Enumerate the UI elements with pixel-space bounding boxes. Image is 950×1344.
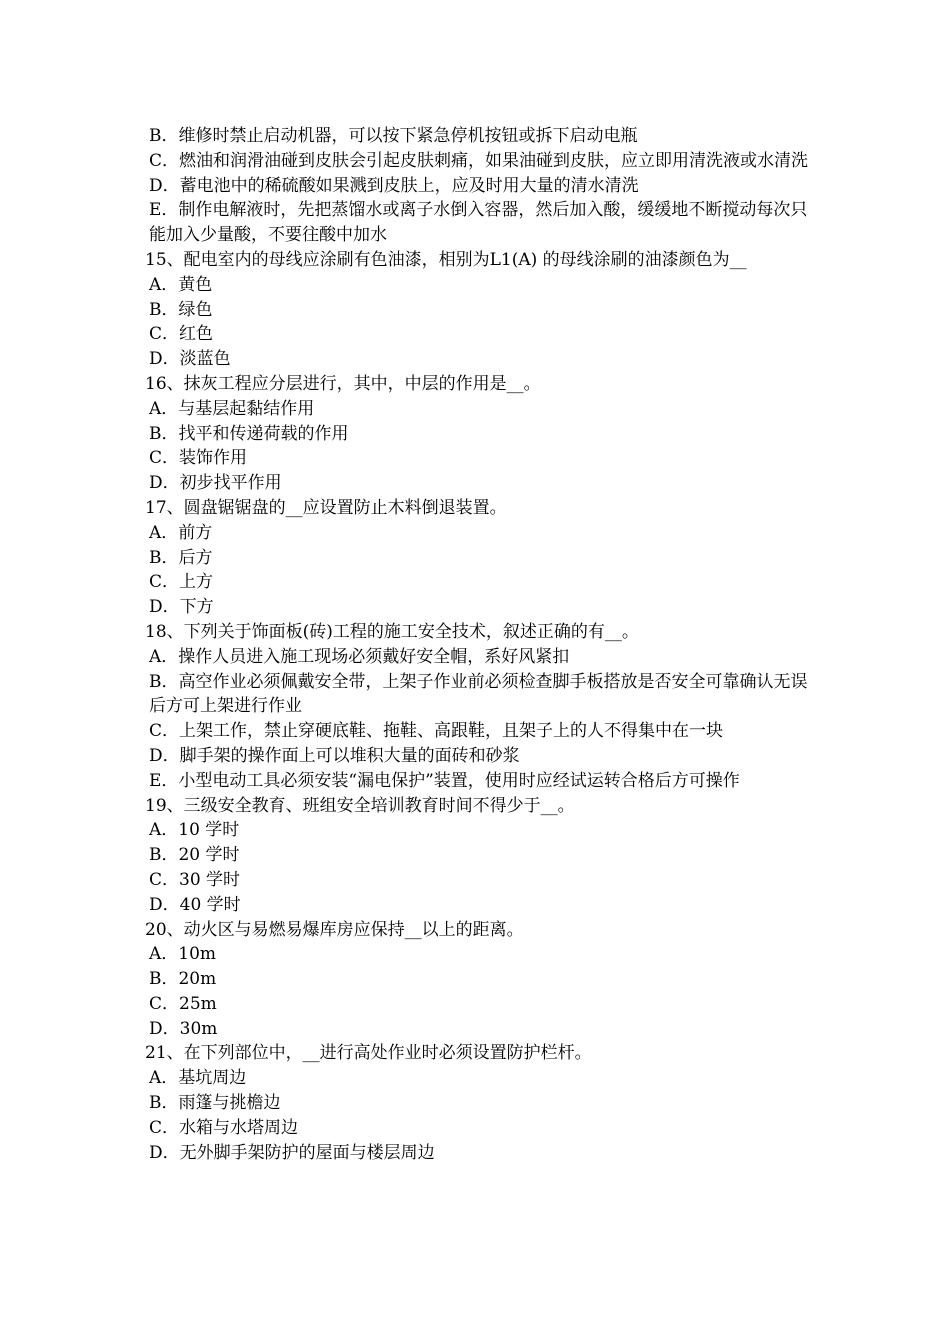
answer-option: B．20m	[149, 969, 217, 990]
answer-option: B．后方	[149, 547, 213, 568]
answer-option: C．上方	[149, 572, 214, 593]
question-text: 20、动火区与易燃易爆库房应保持__以上的距离。	[145, 919, 524, 940]
question-text: 19、三级安全教育、班组安全培训教育时间不得少于__。	[145, 795, 575, 816]
answer-option: C．水箱与水塔周边	[149, 1117, 299, 1138]
answer-option: E．制作电解液时，先把蒸馏水或离子水倒入容器，然后加入酸，缓缓地不断搅动每次只能加入少量酸，不要往酸中加水	[149, 200, 808, 246]
answer-option: D．脚手架的操作面上可以堆积大量的面砖和砂浆	[149, 745, 520, 766]
answer-option: D．初步找平作用	[149, 473, 282, 494]
answer-option: B．雨篷与挑檐边	[149, 1093, 281, 1114]
question-text: 21、在下列部位中，__进行高处作业时必须设置防护栏杆。	[145, 1043, 592, 1064]
answer-option: A．10 学时	[149, 820, 240, 841]
answer-option: C．燃油和润滑油碰到皮肤会引起皮肤刺痛，如果油碰到皮肤，应立即用清洗液或水清洗	[149, 150, 809, 171]
answer-option: A．基坑周边	[149, 1068, 247, 1089]
answer-option: C．红色	[149, 324, 214, 345]
question-text: 16、抹灰工程应分层进行，其中，中层的作用是__。	[145, 373, 541, 394]
answer-option: D．30m	[149, 1018, 218, 1039]
answer-option: D．无外脚手架防护的屋面与楼层周边	[149, 1142, 435, 1163]
answer-option: B．高空作业必须佩戴安全带，上架子作业前必须检查脚手板搭放是否安全可靠确认无误后方可上架进行作业	[149, 671, 808, 717]
answer-option: C．30 学时	[149, 869, 241, 890]
answer-option: E．小型电动工具必须安装“漏电保护”装置，使用时应经试运转合格后方可操作	[149, 770, 740, 791]
question-text: 18、下列关于饰面板(砖)工程的施工安全技术，叙述正确的有__。	[145, 621, 639, 642]
answer-option: D．蓄电池中的稀硫酸如果溅到皮肤上，应及时用大量的清水清洗	[149, 175, 639, 196]
answer-option: A．前方	[149, 522, 213, 543]
answer-option: B．找平和传递荷载的作用	[149, 423, 349, 444]
answer-option: C．装饰作用	[149, 448, 248, 469]
answer-option: A．与基层起黏结作用	[149, 398, 315, 419]
answer-option: B．20 学时	[149, 845, 240, 866]
answer-option: B．绿色	[149, 299, 213, 320]
answer-option: C．上架工作，禁止穿硬底鞋、拖鞋、高跟鞋，且架子上的人不得集中在一块	[149, 721, 724, 742]
document-page	[145, 124, 810, 1165]
question-text: 15、配电室内的母线应涂刷有色油漆，相别为L1(A) 的母线涂刷的油漆颜色为__	[145, 249, 747, 270]
question-list	[145, 124, 810, 1165]
answer-option: A．10m	[149, 944, 217, 965]
answer-option: A．黄色	[149, 274, 213, 295]
answer-option: D．40 学时	[149, 894, 241, 915]
answer-option: D．下方	[149, 597, 214, 618]
answer-option: C．25m	[149, 993, 217, 1014]
answer-option: A．操作人员进入施工现场必须戴好安全帽，系好风紧扣	[149, 646, 570, 667]
question-text: 17、圆盘锯锯盘的__应设置防止木料倒退装置。	[145, 497, 507, 518]
answer-option: B．维修时禁止启动机器，可以按下紧急停机按钮或拆下启动电瓶	[149, 126, 638, 146]
answer-option: D．淡蓝色	[149, 349, 231, 370]
